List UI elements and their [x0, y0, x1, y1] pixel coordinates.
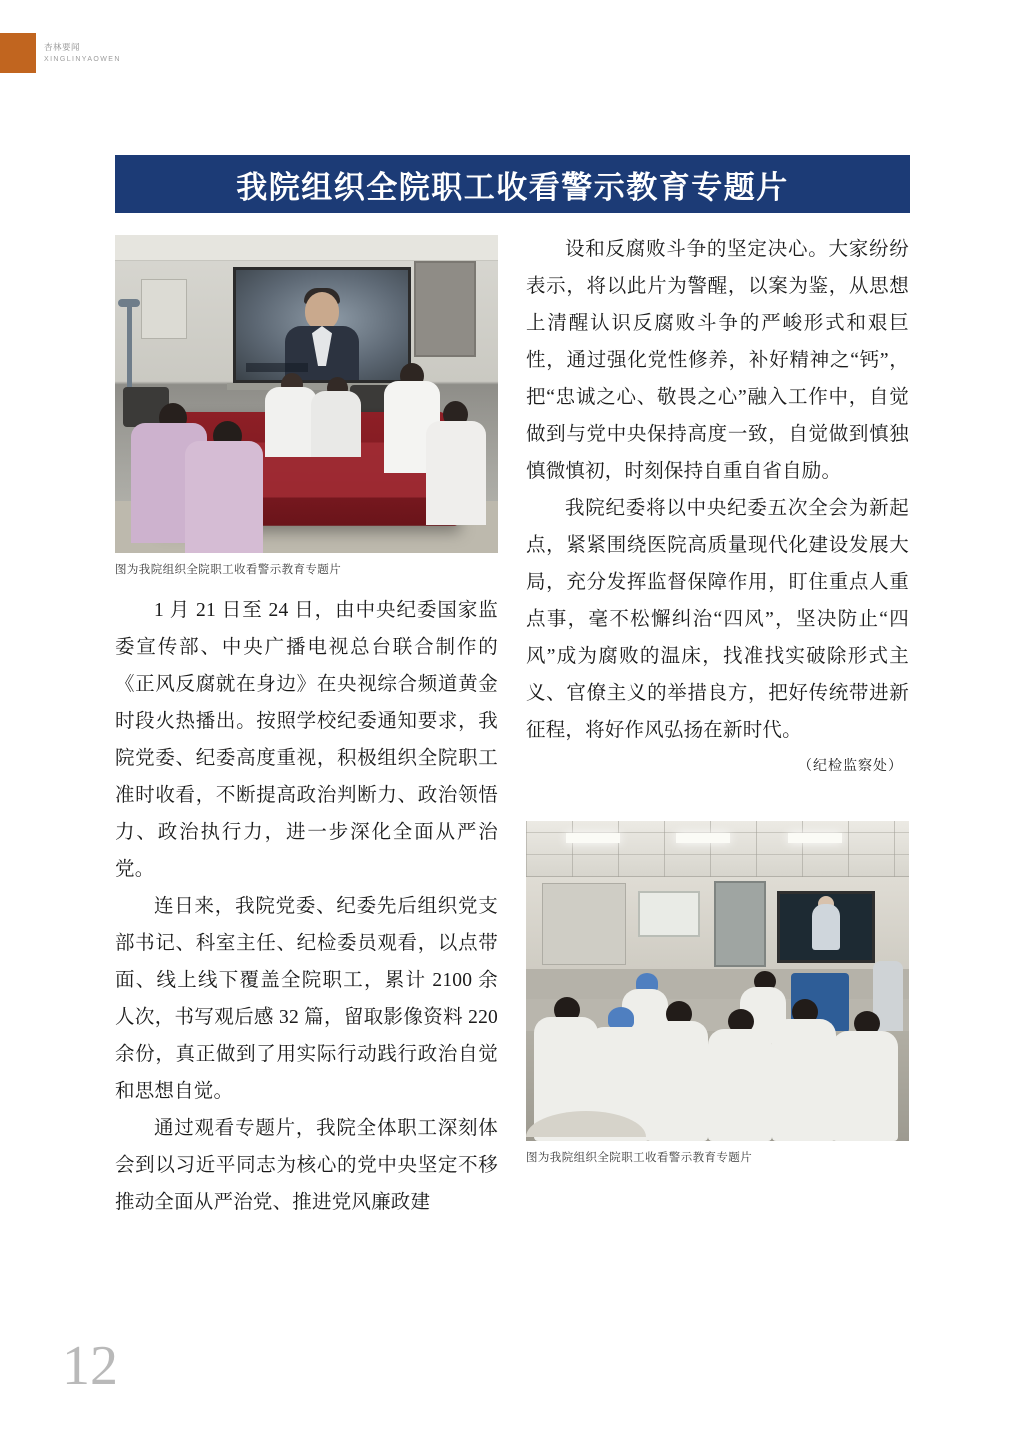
- paragraph: 1 月 21 日至 24 日，由中央纪委国家监委宣传部、中央广播电视总台联合制作的《正风反腐就在身边》在央视综合频道黄金时段火热播出。按照学校纪委通知要求，我院党委、纪委高度重视，积极组织全院职工准时收看，不断提高政治判断力、政治领悟力、政治执行力，进一步深化全面从严治党。: [115, 600, 498, 880]
- page-body: [115, 155, 910, 1221]
- wall-television: [777, 891, 875, 963]
- projected-video: [236, 270, 408, 380]
- staff-seated: [772, 1019, 836, 1141]
- figure-caption: 图为我院组织全院职工收看警示教育专题片: [526, 1152, 753, 1164]
- running-head: [0, 33, 121, 73]
- storage-cabinet: [542, 883, 626, 965]
- photo2-doorway: [714, 881, 766, 967]
- projection-screen: [233, 267, 411, 383]
- counter-bench: [526, 969, 909, 999]
- paragraph: 连日来，我院党委、纪委先后组织党支部书记、科室主任、纪检委员观看，以点带面、线上线下覆盖全院职工，累计 2100 余人次，书写观后感 32 篇，留取影像资料 220 余份，真正做到了用实际行动践行政治自觉和思想自觉。: [115, 896, 498, 1102]
- staff-seated: [646, 1021, 708, 1141]
- wall-poster-icon: [141, 279, 187, 339]
- page-number: 12: [62, 1335, 118, 1397]
- column-right: [526, 235, 909, 1221]
- ceiling-light-icon: [788, 833, 842, 843]
- ceiling-light-icon: [566, 833, 620, 843]
- figure-caption: 图为我院组织全院职工收看警示教育专题片: [115, 564, 342, 576]
- running-head-color-block: [0, 33, 36, 73]
- running-head-label-cn: 杏林要闻: [44, 42, 81, 52]
- staff-seated-left: [185, 441, 263, 553]
- ward-classroom-photo: [526, 821, 909, 1141]
- staff-in-white-coat: [311, 391, 361, 457]
- staff-seated: [832, 1031, 898, 1141]
- paragraph: 通过观看专题片，我院全体职工深刻体会到以习近平同志为核心的党中央坚定不移推动全面从严治党、推进党风廉政建: [115, 1118, 498, 1213]
- paragraph: 我院纪委将以中央纪委五次全会为新起点，紧紧围绕医院高质量现代化建设发展大局，充分发挥监督保障作用，盯住重点人重点事，毫不松懈纠治“四风”，坚决防止“四风”成为腐败的温床，找准找实破除形式主义、官僚主义的举措良方，把好传统带进新征程，将好作风弘扬在新时代。: [526, 498, 909, 741]
- article-title-banner: [115, 155, 910, 213]
- video-person-head: [305, 292, 339, 330]
- staff-in-white-coat: [265, 387, 317, 457]
- column-left: [115, 235, 498, 1221]
- wall-notice-board: [638, 891, 700, 937]
- photo1-ceiling: [115, 235, 498, 261]
- person-head-with-cap: [608, 1007, 634, 1029]
- page-title: 我院组织全院职工收看警示教育专题片: [236, 169, 789, 205]
- article-signature: （纪检监察处）: [798, 759, 903, 774]
- article-body-right: [526, 231, 909, 749]
- meeting-room-photo: [115, 235, 498, 553]
- ceiling-light-icon: [676, 833, 730, 843]
- photo1-door: [414, 261, 476, 357]
- photo2-ceiling-grid: [526, 821, 909, 877]
- tv-person-body: [812, 904, 840, 950]
- article-columns: [115, 235, 910, 1221]
- running-head-label-en: XINGLINYAOWEN: [44, 56, 121, 63]
- running-head-text: [36, 33, 121, 73]
- staff-in-white-coat: [426, 421, 486, 525]
- staff-seated: [708, 1029, 772, 1141]
- article-body-left: [115, 592, 498, 1221]
- video-caption-bar: [246, 363, 308, 372]
- paragraph: 设和反腐败斗争的坚定决心。大家纷纷表示，将以此片为警醒，以案为鉴，从思想上清醒认识反腐败斗争的严峻形式和艰巨性，通过强化党性修养，补好精神之“钙”，把“忠诚之心、敬畏之心”融入工作中，自觉做到与党中央保持高度一致，自觉做到慎独慎微慎初，时刻保持自重自省自励。: [526, 239, 909, 482]
